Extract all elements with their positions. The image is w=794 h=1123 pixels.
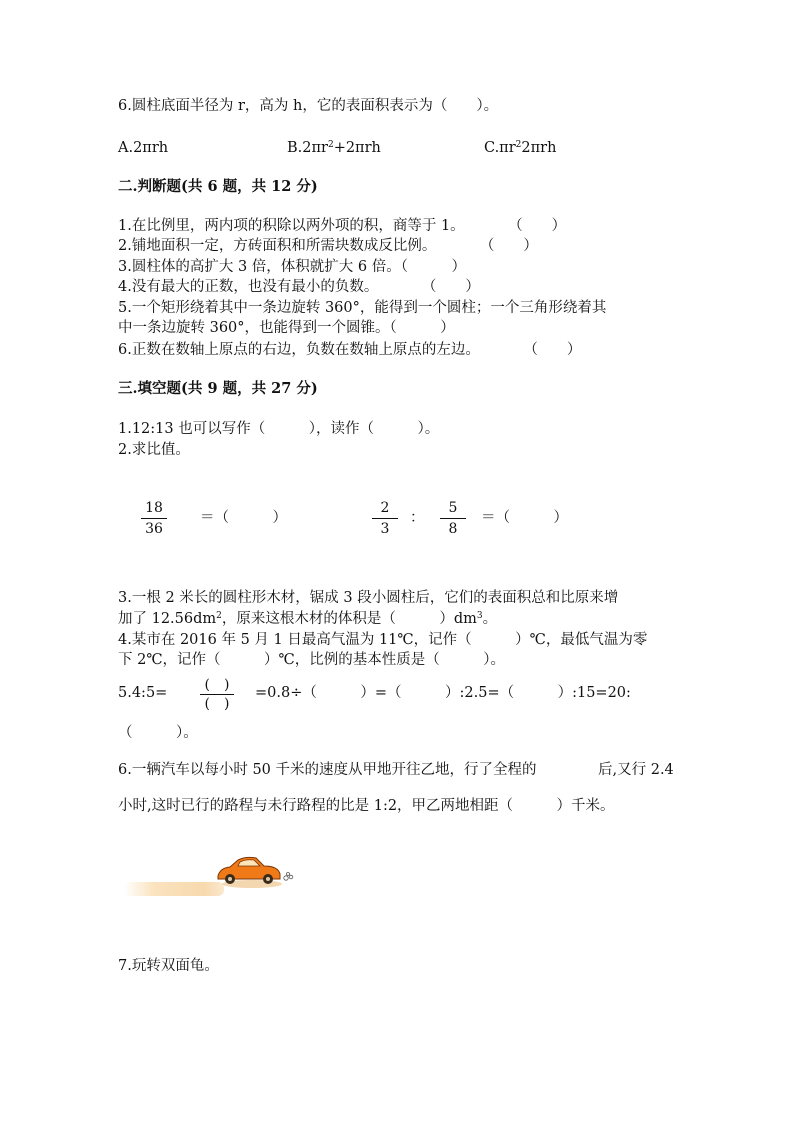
fill-q6-line1-pre: 6.一辆汽车以每小时 50 千米的速度从甲地开往乙地，行了全程的 (118, 762, 537, 778)
fill-q5-line2: （ ）。 (118, 725, 198, 741)
fraction-denominator: 8 (448, 521, 458, 537)
fill-q7: 7.玩转双面龟。 (118, 958, 219, 974)
fraction-bar (141, 518, 167, 519)
section2-title: 二.判断题(共 6 题，共 12 分) (118, 178, 318, 195)
fraction-bar (440, 518, 466, 519)
fill-q5-pre: 5.4:5= (118, 685, 168, 701)
fraction-numerator: 5 (448, 500, 458, 516)
q6-option-c[interactable] (484, 139, 556, 157)
fill-q3-line2 (118, 610, 497, 628)
fraction-numerator: 2 (380, 500, 390, 516)
fraction-denominator: 36 (145, 521, 163, 537)
q3-sup2: 3 (476, 611, 483, 621)
fill-q2: 2.求比值。 (118, 442, 190, 458)
judge-item-1: 1.在比例里，两内项的积除以两外项的积，商等于 1。 （ ） (118, 218, 567, 234)
ratio-answer-2[interactable]: ＝（ ） (481, 510, 568, 526)
fraction-2-3 (372, 500, 398, 537)
ratio-colon: ： (410, 510, 425, 526)
q6-option-b-pre: B.2πr (287, 140, 328, 156)
q5-blank-denominator: ( ) (204, 696, 230, 712)
car-icon (212, 854, 296, 890)
fraction-bar (200, 694, 234, 695)
fraction-denominator: 3 (380, 521, 390, 537)
fill-q6-line1-post: 后,又行 2.4 (598, 762, 674, 778)
ratio-answer-1[interactable]: ＝（ ） (200, 510, 287, 526)
fill-q4-line2: 下 2℃，记作（ ）℃，比例的基本性质是（ ）。 (118, 652, 506, 668)
road-streak (124, 882, 224, 896)
fill-q5-post: =0.8÷（ ）=（ ）:2.5=（ ）:15=20: (255, 685, 631, 701)
fraction-18-36 (141, 500, 167, 537)
q6-option-c-pre: C.πr (484, 140, 516, 156)
q3-pre: 加了 12.56dm (118, 611, 217, 627)
q5-blank-numerator: ( ) (204, 677, 230, 693)
q6-stem: 6.圆柱底面半径为 r，高为 h，它的表面积表示为（ ）。 (118, 98, 499, 114)
q5-blank-fraction[interactable] (200, 677, 234, 712)
q6-option-c-sup: 2 (515, 140, 522, 150)
q6-option-b-post: +2πrh (333, 140, 381, 156)
judge-item-6: 6.正数在数轴上原点的右边，负数在数轴上原点的左边。 （ ） (118, 342, 582, 358)
q3-sup: 2 (216, 611, 222, 621)
q3-mid: ，原来这根木材的体积是（ ）dm (221, 611, 477, 627)
fill-q4-line1: 4.某市在 2016 年 5 月 1 日最高气温为 11℃，记作（ ）℃，最低气温为零 (118, 632, 648, 648)
judge-item-3: 3.圆柱体的高扩大 3 倍，体积就扩大 6 倍。（ ） (118, 259, 466, 275)
q6-option-a-text: A.2πrh (118, 140, 169, 156)
fill-q6-line2: 小时,这时已行的路程与未行路程的比是 1:2，甲乙两地相距（ ）千米。 (118, 798, 615, 814)
fraction-5-8 (440, 500, 466, 537)
q6-option-b[interactable] (287, 139, 381, 157)
q6-option-a[interactable] (118, 139, 168, 157)
fill-q1: 1.12:13 也可以写作（ ），读作（ ）。 (118, 421, 440, 437)
judge-item-4: 4.没有最大的正数，也没有最小的负数。 （ ） (118, 279, 480, 295)
q6-option-b-sup: 2 (327, 140, 334, 150)
fill-q3-line1: 3.一根 2 米长的圆柱形木材，锯成 3 段小圆柱后，它们的表面积总和比原来增 (118, 590, 619, 606)
fraction-bar (372, 518, 398, 519)
section3-title: 三.填空题(共 9 题，共 27 分) (118, 380, 318, 397)
judge-item-2: 2.铺地面积一定，方砖面积和所需块数成反比例。 （ ） (118, 238, 538, 254)
judge-item-5b: 中一条边旋转 360°，也能得到一个圆锥。（ ） (118, 320, 455, 336)
q3-end: 。 (482, 611, 498, 627)
judge-item-5a: 5.一个矩形绕着其中一条边旋转 360°，能得到一个圆柱；一个三角形绕着其 (118, 300, 607, 316)
q6-option-c-post: 2πrh (521, 140, 557, 156)
fraction-numerator: 18 (145, 500, 163, 516)
